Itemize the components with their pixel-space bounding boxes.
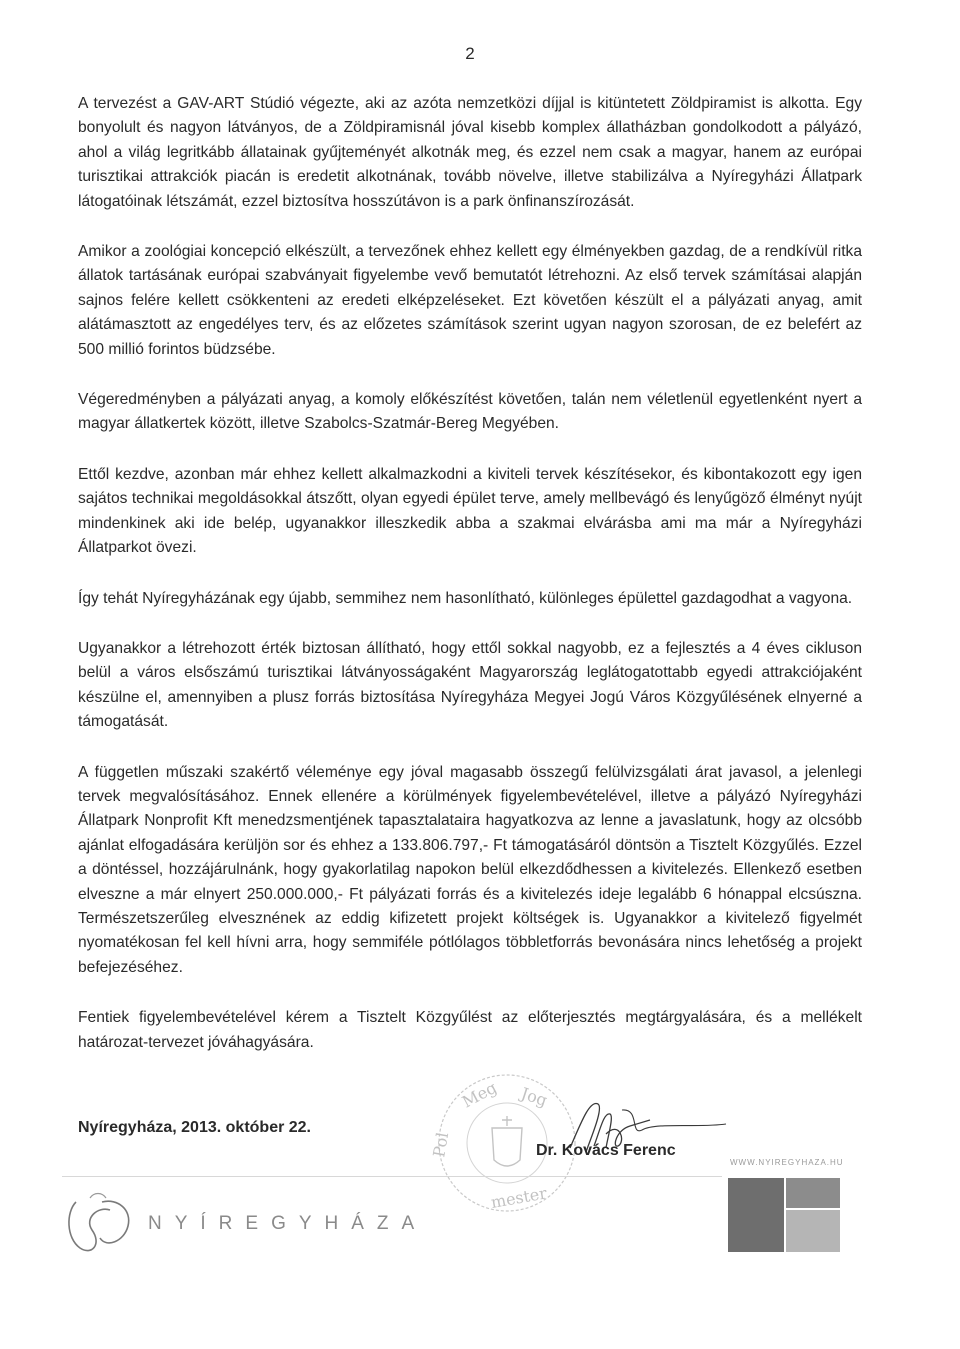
- svg-text:Jog: Jog: [518, 1083, 550, 1110]
- paragraph: Ettől kezdve, azonban már ehhez kellett alkalmazkodni a kiviteli tervek készítésekor, és kibontakozott egy igen sajátos technikai megoldásokkal átszőtt, olyan egyedi épület terve, amely mellbevágó és lenyűgöző élményt nyújt mindenkinek aki ide belép, ugyanakkor illeszkedik abba a szakmai elvárásba ami ma már a Nyíregyházi Állatparkot övezi.: [78, 465, 862, 557]
- paragraph: Végeredményben a pályázati anyag, a komoly előkészítést követően, talán nem véletlenül egyetlenként nyert a magyar állatkertek között, illetve Szabolcs-Szatmár-Bereg Megyében.: [78, 391, 862, 433]
- paragraph: A tervezést a GAV-ART Stúdió végezte, aki az azóta nemzetközi díjjal is kitüntetett Zöldpiramist is alkotta. Egy bonyolult és nagyon látványos, de a Zöldpiramisnál jóval kisebb komplex állatházban gondolkodott a pályázó, ahol a világ legritkább állatainak gyűjteményét alkotnák meg, és ezzel nem csak a magyar, hanem az európai turisztikai attrakciók piacán is eredetit alkotnának, tovább növelve, illetve stabilizálva a Nyíregyházi Állatpark látogatóinak létszámát, ezzel biztosítva hosszútávon is a park önfinanszírozását.: [78, 95, 862, 210]
- footer-gray-blocks: [728, 1178, 840, 1252]
- svg-text:Pol: Pol: [429, 1130, 453, 1159]
- page-number: 2: [465, 44, 475, 63]
- paragraph: Fentiek figyelembevételével kérem a Tisztelt Közgyűlést az előterjesztés megtárgyalására, és a mellékelt határozat-tervezet jóváhagyására.: [78, 1009, 862, 1051]
- svg-text:Meg: Meg: [458, 1077, 500, 1112]
- svg-text:mester: mester: [489, 1183, 549, 1212]
- city-logo-icon: [62, 1188, 142, 1258]
- signer-name: Dr. Kovács Ferenc: [536, 1142, 676, 1159]
- letter-body: [78, 92, 862, 1081]
- paragraph: A független műszaki szakértő véleménye egy jóval magasabb összegű felülvizsgálati árat javasol, a jelenlegi tervek megvalósításához. Ennek ellenére a körülmények figyelembevételével, illetve a pályázó Nyíregyházi Állatpark Nonprofit Kft menedzsmentjének tapasztalataira hagyatkozva az lenne a javaslatunk, hogy az olcsóbb ajánlat elfogadására kerüljön sor és ehhez a 133.806.797,- Ft támogatásáról döntsön a Tisztelt Közgyűlés. Ezzel a döntéssel, hozzájárulnánk, hogy gyakorlatilag napokon belül elkezdődhessen a kivitelezés. Ellenkező esetben elveszne a már elnyert 250.000.000,- Ft pályázati forrás és a kivitelezés ideje legalább 6 hónappal elcsúszna. Természetszerűleg elvesznének az eddig kifizetett projekt költségek is. Ugyanakkor a kivitelező figyelmét nyomatékosan fel kell hívni arra, hogy semmiféle pótlólagos többletforrás bevonására nincs lehetőség a projekt befejezéséhez.: [78, 763, 862, 976]
- place-date: Nyíregyháza, 2013. október 22.: [78, 1119, 311, 1136]
- paragraph: Amikor a zoológiai koncepció elkészült, a tervezőnek ehhez kellett egy élményekben gazdag, de a rendkívül ritka állatok tartásának európai szabványait figyelembe vevő bemutatót létrehozni. Az első tervek számításai alapján sajnos felére kellett csökkenteni az eredeti elképzeléseket. Ezt követően készült el a pályázati anyag, amit alátámasztott az engedélyes terv, és az előzetes számítások szerint ugyan nagyon szorosan, de ez belefért az 500 millió forintos büdzsébe.: [78, 243, 862, 358]
- footer-url: WWW.NYIREGYHAZA.HU: [730, 1158, 844, 1167]
- footer-city-name: NYÍREGYHÁZA: [148, 1213, 428, 1234]
- paragraph: Így tehát Nyíregyházának egy újabb, semmihez nem hasonlítható, különleges épülettel gazdagodhat a vagyona.: [78, 589, 853, 607]
- paragraph: Ugyanakkor a létrehozott érték biztosan állítható, hogy ettől sokkal nagyobb, ez a fejlesztés a 4 éves cikluson belül a város elsőszámú turisztikai látványosságaként Magyarország leglátogatottabb egyedi attrakciójaként készülne el, amennyiben a plusz forrás biztosítása Nyíregyháza Megyei Jogú Város Közgyűlésének elnyerné a támogatását.: [78, 639, 862, 731]
- footer-divider: [62, 1176, 722, 1177]
